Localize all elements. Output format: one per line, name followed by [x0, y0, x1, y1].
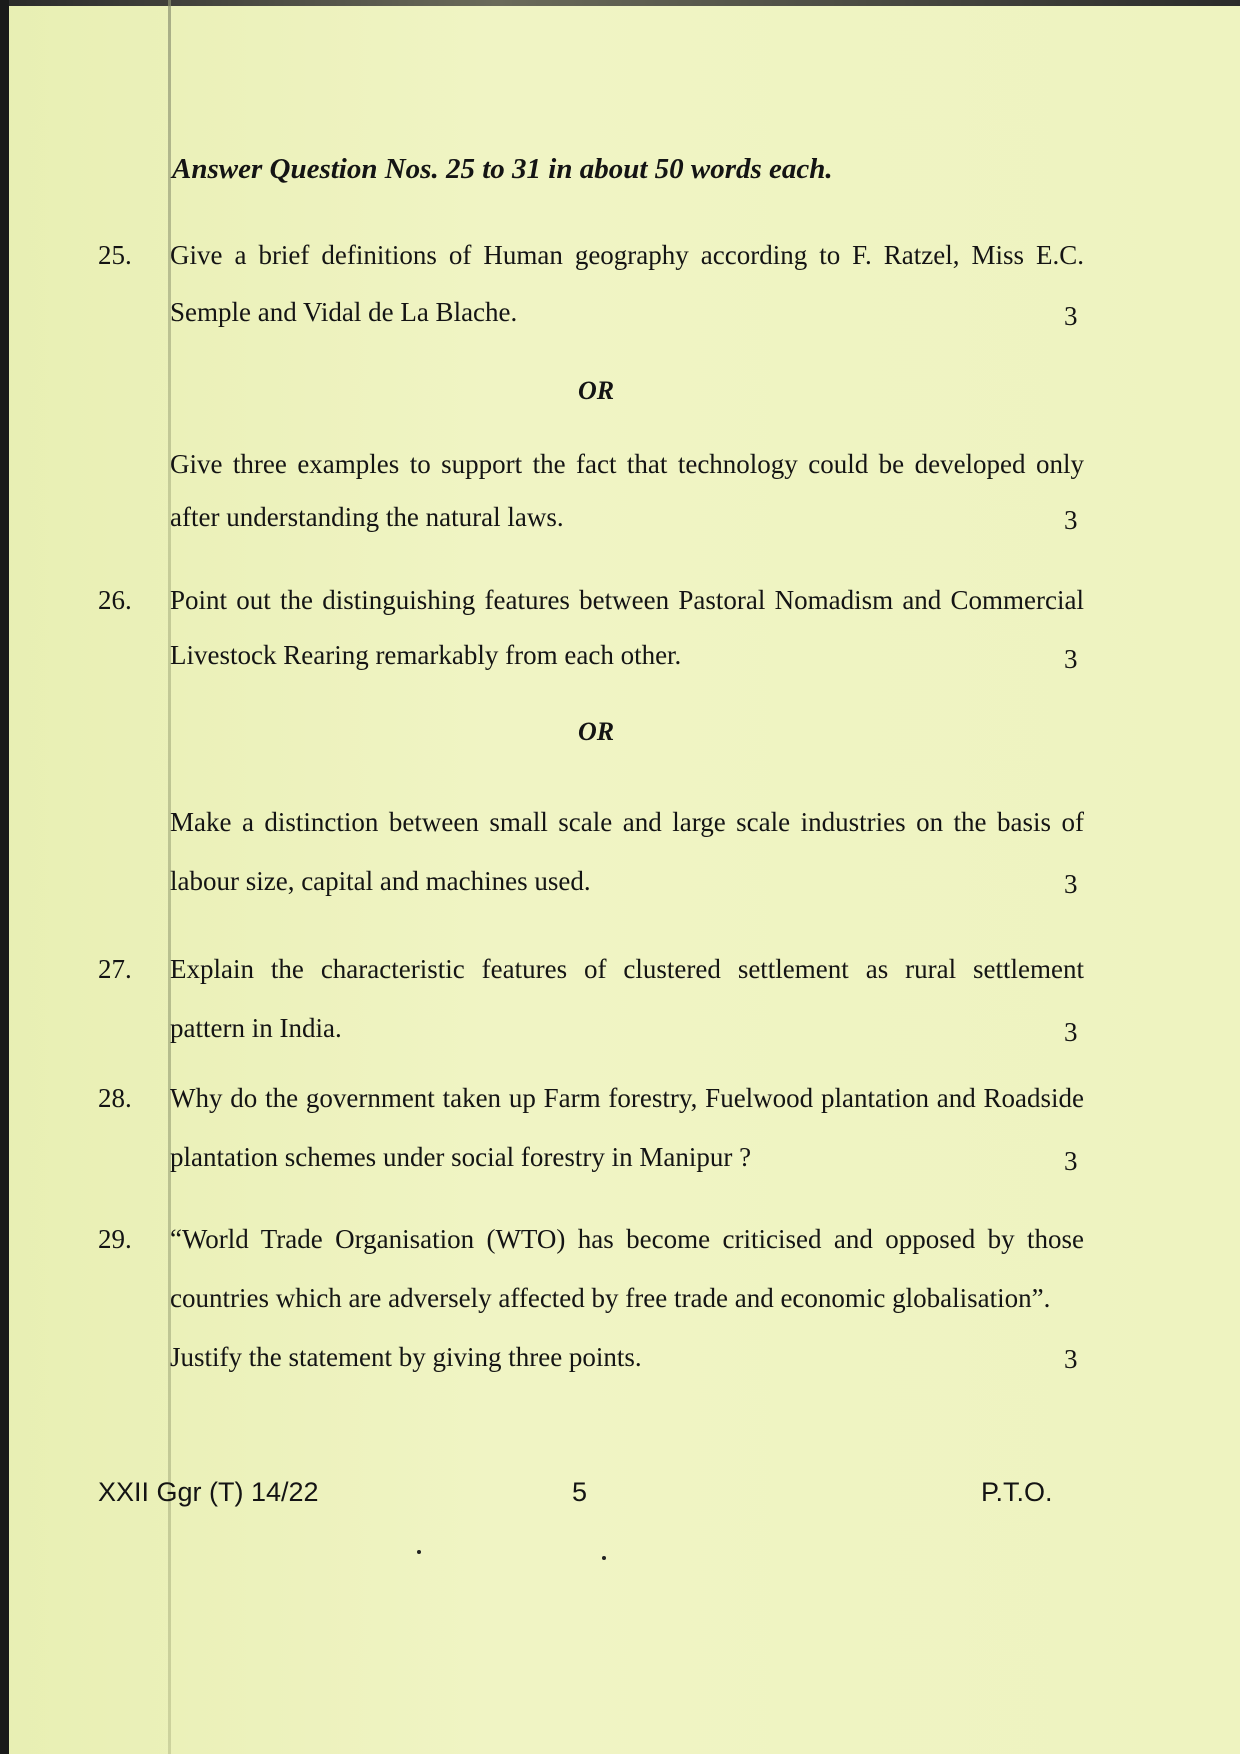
question-number-28: 28.: [98, 1083, 132, 1113]
question-number-27: 27.: [98, 954, 132, 984]
question-number-29: 29.: [98, 1224, 132, 1254]
scan-speck: [417, 1550, 421, 1554]
question-28-marks: 3: [1064, 1146, 1078, 1176]
question-number-25: 25.: [98, 240, 132, 270]
question-number-26: 26.: [98, 585, 132, 615]
question-27-marks: 3: [1064, 1017, 1078, 1047]
question-26-alt-line-2: labour size, capital and machines used.: [170, 866, 591, 896]
question-29-line-1: “World Trade Organisation (WTO) has become criticised and opposed by those: [170, 1224, 1084, 1254]
question-25-line-2: Semple and Vidal de La Blache.: [170, 297, 518, 327]
question-26-line-1: Point out the distinguishing features between Pastoral Nomadism and Commercial: [170, 585, 1084, 615]
paper-code: XXII Ggr (T) 14/22: [98, 1477, 319, 1507]
question-28-line-2: plantation schemes under social forestry in Manipur ?: [170, 1142, 752, 1172]
question-28-line-1: Why do the government taken up Farm forestry, Fuelwood plantation and Roadside: [170, 1083, 1084, 1113]
scan-left-edge: [0, 0, 9, 1754]
page-number: 5: [572, 1477, 588, 1507]
section-instruction: Answer Question Nos. 25 to 31 in about 50 words each.: [172, 153, 833, 185]
question-29-marks: 3: [1064, 1344, 1078, 1374]
question-26-marks: 3: [1064, 644, 1078, 674]
scan-top-edge: [0, 0, 1240, 6]
question-25-alt-line-1: Give three examples to support the fact that technology could be developed only: [170, 449, 1084, 479]
scan-speck: [602, 1556, 606, 1560]
question-27-line-1: Explain the characteristic features of clustered settlement as rural settlement: [170, 954, 1084, 984]
question-27-line-2: pattern in India.: [170, 1013, 342, 1043]
question-26-line-2: Livestock Rearing remarkably from each other.: [170, 640, 682, 670]
question-25-alt-line-2: after understanding the natural laws.: [170, 502, 564, 532]
question-26-alt-line-1: Make a distinction between small scale and large scale industries on the basis of: [170, 807, 1084, 837]
question-25-alt-marks: 3: [1064, 505, 1078, 535]
question-26-or: OR: [578, 717, 615, 746]
question-29-line-3: Justify the statement by giving three points.: [170, 1342, 642, 1372]
question-25-line-1: Give a brief definitions of Human geography according to F. Ratzel, Miss E.C.: [170, 240, 1084, 270]
pto-label: P.T.O.: [981, 1477, 1053, 1507]
question-29-line-2: countries which are adversely affected by free trade and economic globalisation”.: [170, 1283, 1051, 1313]
question-26-alt-marks: 3: [1064, 869, 1078, 899]
question-25-or: OR: [578, 376, 615, 405]
question-25-marks: 3: [1064, 301, 1078, 331]
